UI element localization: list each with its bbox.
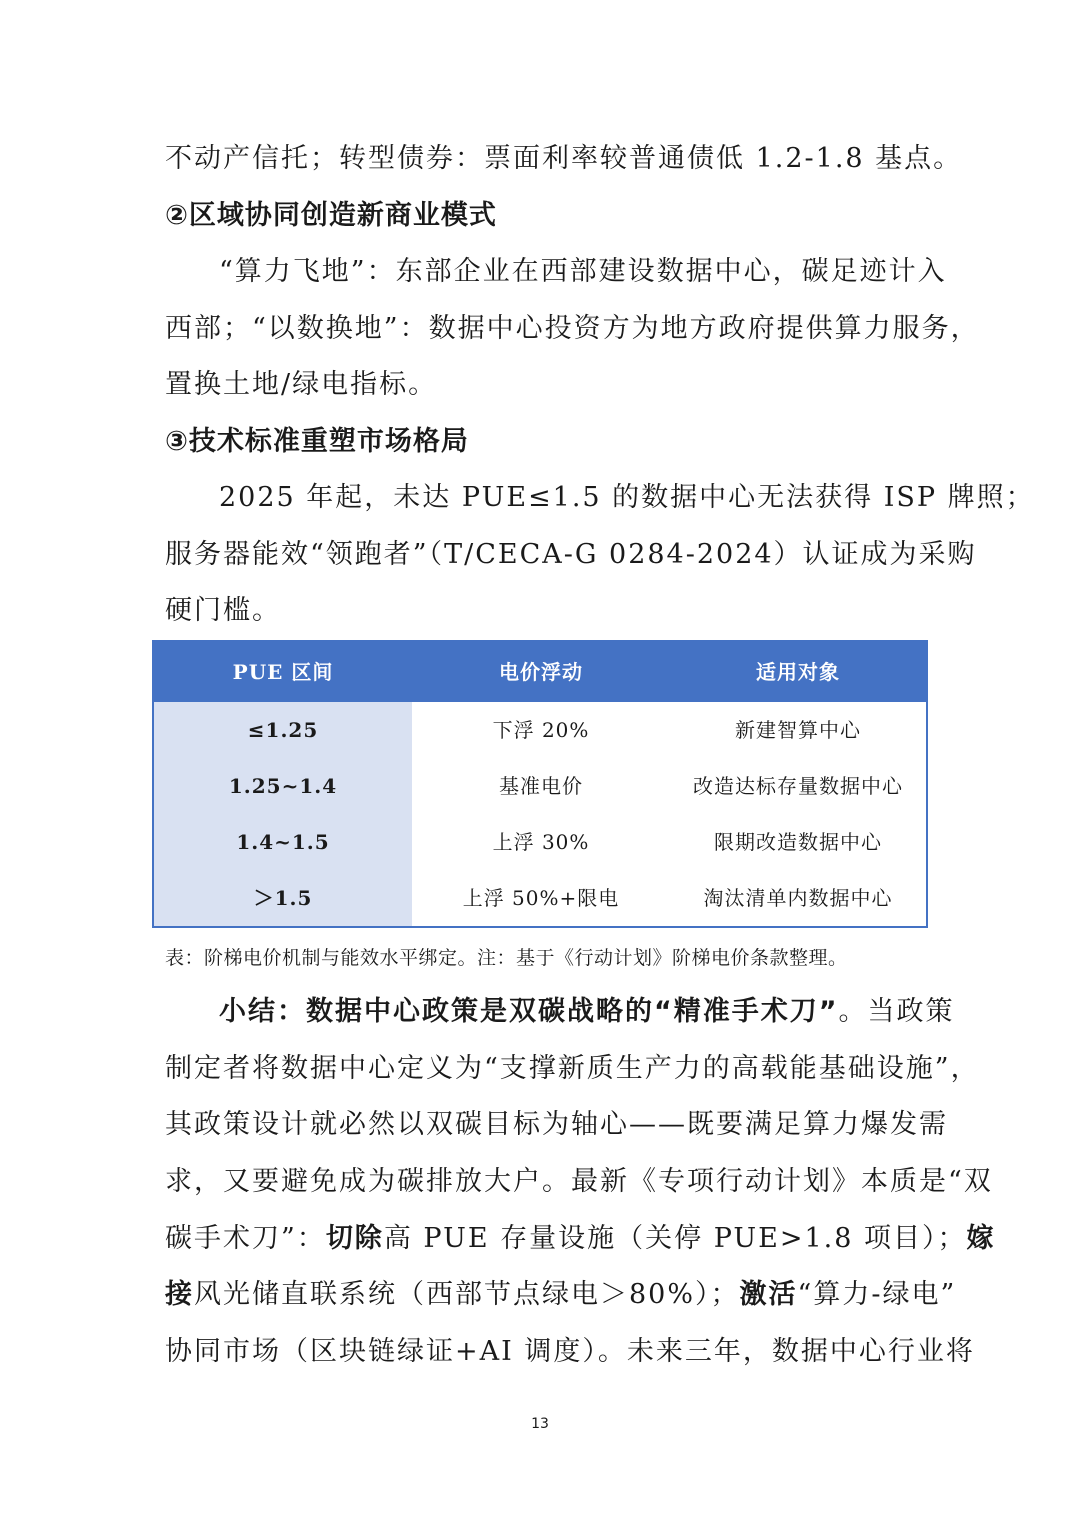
summary-line [165, 1219, 996, 1259]
paragraph-line: 置换土地/绿电指标。 [165, 369, 438, 400]
page-number: 13 [531, 1416, 549, 1432]
summary-line [165, 1275, 957, 1315]
cell-price: 基准电价 [499, 774, 583, 798]
header-price-float: 电价浮动 [499, 660, 583, 684]
summary-line: 协同市场（区块链绿证+AI 调度）。未来三年，数据中心行业将 [165, 1336, 975, 1367]
summary-keyword-cut: 切除 [325, 1223, 384, 1254]
cell-price: 上浮 30% [492, 830, 590, 854]
cell-pue: 1.25~1.4 [228, 774, 338, 798]
paragraph-line: 服务器能效“领跑者”（T/CECA-G 0284-2024）认证成为采购 [165, 539, 977, 570]
summary-line [165, 992, 955, 1032]
summary-line: 其政策设计就必然以双碳目标为轴心——既要满足算力爆发需 [165, 1109, 948, 1140]
table-header [154, 642, 926, 702]
cell-price: 上浮 50%+限电 [462, 886, 620, 910]
summary-keyword-activate: 激活 [739, 1279, 798, 1310]
cell-target: 改造达标存量数据中心 [693, 774, 903, 798]
paragraph-line: 2025 年起，未达 PUE≤1.5 的数据中心无法获得 ISP 牌照； [219, 482, 1035, 513]
section-heading-regional: ②区域协同创造新商业模式 [165, 200, 497, 231]
summary-keyword-graft: 接 [165, 1279, 194, 1310]
summary-line: 求，又要避免成为碳排放大户。最新《专项行动计划》本质是“双 [165, 1166, 993, 1197]
summary-text: 风光储直联系统（西部节点绿电＞80%）； [194, 1279, 740, 1310]
summary-keyword-graft: 嫁 [966, 1223, 996, 1254]
table-row [154, 702, 926, 758]
table-caption: 表：阶梯电价机制与能效水平绑定。注：基于《行动计划》阶梯电价条款整理。 [165, 947, 848, 969]
summary-text: “算力-绿电” [797, 1279, 957, 1310]
cell-pue: 1.4~1.5 [236, 830, 330, 854]
header-target: 适用对象 [756, 660, 840, 684]
pue-price-table [152, 640, 928, 928]
summary-text: 碳手术刀”： [165, 1223, 326, 1254]
paragraph-line: 硬门槛。 [165, 595, 281, 626]
cell-price: 下浮 20% [492, 718, 590, 742]
cell-target: 淘汰清单内数据中心 [703, 886, 893, 910]
paragraph-line: 不动产信托；转型债券：票面利率较普通债低 1.2-1.8 基点。 [165, 143, 963, 174]
summary-text: 。当政策 [838, 996, 955, 1027]
paragraph-line: “算力飞地”：东部企业在西部建设数据中心，碳足迹计入 [219, 256, 947, 287]
cell-target: 限期改造数据中心 [714, 830, 882, 854]
table-row [154, 814, 926, 870]
header-pue-range: PUE 区间 [232, 660, 334, 684]
cell-target: 新建智算中心 [735, 718, 861, 742]
summary-lead: 小结：数据中心政策是双碳战略的“精准手术刀” [219, 996, 839, 1027]
table-row [154, 870, 926, 926]
paragraph-line: 西部；“以数换地”：数据中心投资方为地方政府提供算力服务， [165, 313, 980, 344]
section-heading-standards: ③技术标准重塑市场格局 [165, 426, 469, 457]
table-row [154, 758, 926, 814]
cell-pue: ≤1.25 [247, 718, 319, 742]
summary-text: 高 PUE 存量设施（关停 PUE>1.8 项目）； [383, 1223, 967, 1254]
summary-line: 制定者将数据中心定义为“支撑新质生产力的高载能基础设施”， [165, 1053, 980, 1084]
cell-pue: ＞1.5 [253, 886, 313, 910]
